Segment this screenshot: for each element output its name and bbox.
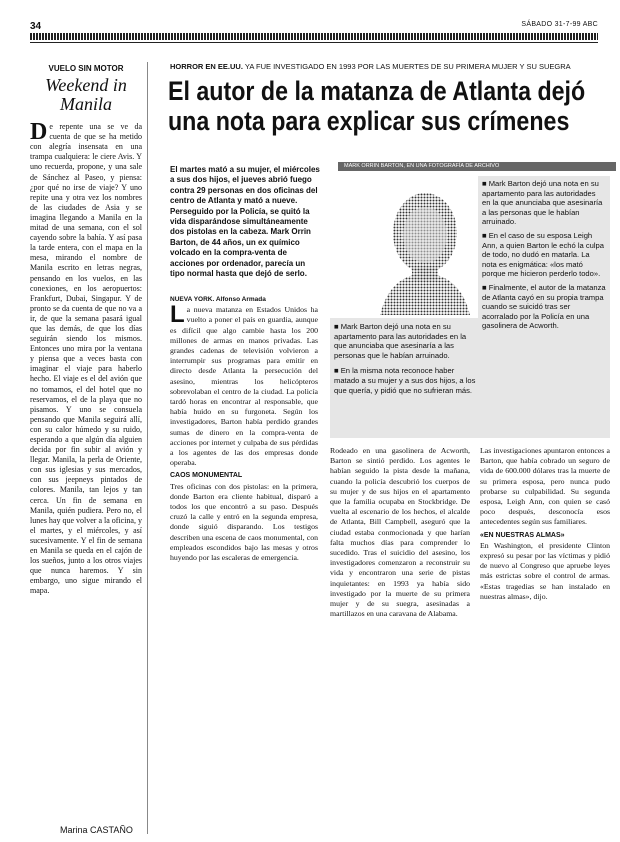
column-body bbox=[30, 119, 142, 596]
col2-text: Rodeado en una gasolinera de Acworth, Barton se sintió perdido. Los agentes le habían seguido la pista desde la mañana, cuando la policía descubrió los cuerpos de su mujer y de sus hijos en el apartamento que la familia ocupaba en Stockbridge. De vuelta al escenario de los hechos, el alcalde de Atlanta, Bill Campbell, aseguró que la ciudad estaba conmocionada y que harían falta muchos días para comprender lo sucedido. Tras el suicidio del asesino, los investigadores comenzaron a reconstruir su vida y encontraron una serie de pistas inquietantes: en 1993 ya había sido investigado por la muerte de su primera mujer y de su suegra, asesinadas a martillazos en una caravana de Alabama. bbox=[330, 446, 470, 619]
date-line: SÁBADO 31-7-99 ABC bbox=[521, 21, 598, 28]
kicker-bold: HORROR EN EE.UU. bbox=[170, 62, 243, 71]
top-rule bbox=[30, 33, 598, 40]
suspect-photo bbox=[360, 175, 490, 315]
article-headline: El autor de la matanza de Atlanta dejó una nota para explicar sus crímenes bbox=[168, 76, 586, 136]
column-title bbox=[30, 76, 142, 114]
sidebar-item: ■ En el caso de su esposa Leigh Ann, a quien Barton le echó la culpa de todo, no dudó en matarla. La nota es enigmática: «los mató porque me hicieron perderlo todo». bbox=[482, 230, 605, 279]
page-number: 34 bbox=[30, 21, 42, 32]
column-title-line1: Weekend in bbox=[45, 75, 127, 96]
col3-text-2: En Washington, el presidente Clinton expresó su pesar por las víctimas y pidió de nuevo al Congreso que apruebe leyes más estrictas sobre el control de armas. «Estas tragedias se han instalado en nuestras almas», dijo. bbox=[480, 540, 610, 601]
sidebar-item: ■ Mark Barton dejó una nota en su apartamento para las autoridades en la que anunciaba que asesinaría a las personas que le habían arruinado. bbox=[482, 179, 603, 227]
col1-text-2: Tres oficinas con dos pistolas: en la primera, donde Barton era cliente habitual, disparó a todos los que encontró a su paso. Después cruzó la calle y entró en la segunda empresa, donde siguió disparando. Los testigos describen una escena de caos monumental, con empleados escondidos bajo las mesas y otros huyendo por las escaleras de emergencia. bbox=[170, 481, 318, 563]
subhead: «EN NUESTRAS ALMAS» bbox=[480, 531, 565, 539]
inset-item: ■ En la misma nota reconoce haber matado a su mujer y a sus dos hijos, a los que quería, y pidió que no sufrieran más. bbox=[334, 366, 476, 395]
big-initial: L bbox=[170, 301, 185, 329]
top-rule-thin bbox=[30, 42, 598, 43]
dateline: NUEVA YORK. Alfonso Armada bbox=[170, 296, 266, 303]
subhead: CAOS MONUMENTAL bbox=[170, 472, 243, 480]
column-rule bbox=[147, 62, 148, 834]
column-text: e repente una se ve da cuenta de que se ha metido con alegría insensata en una trampa cualquiera: le ciere Avis. Y uno recuerda, propone, y una sale de Sánchez al Paseo, y piensa: ¿por qué no irse de viaje? Y uno repite una y otra vez los nombres de las ciudades de Asia y se imagina llegando a Manila en la mitad de una semana, con el sol cayendo sobre la bahía. Y así pasa la tarde entera, con el mapa en la mesa, mirando el nombre de Manila escrito en letras negras, pensando en los vuelos, en las conexiones, en los aeropuertos: Frankfurt, Dubai, Singapur. Y de pronto se da cuenta de que no va a ir, de que la semana pasará igual que las demás, de que los días seguirán siendo los mismos. Entonces uno mira por la ventana y piensa que a veces basta con imaginar el viaje para haberlo hecho. El viaje es el del avión que no tomamos, el del hotel que no reservamos, el de la playa que no pisamos. Y uno se consuela pensando que Manila seguirá allí, con su calor húmedo y su ruido, esperando a que algún día alguien decida por fin subir al avión y llegar. Manila, la perla de Oriente, con sus iglesias y sus mercados, con sus jeepneys pintados de colores. Manila, tan lejos y tan cerca. Un fin de semana en Manila, quién pudiera. Pero no, el lunes hay que volver a la oficina, y el martes, y el miércoles, y así sucesivamente. Y el fin de semana en Manila se queda en el cajón de los sueños, junto a los otros viajes que nunca haremos. Y sin embargo, uno sigue mirando el mapa. bbox=[30, 122, 142, 596]
sidebar-box bbox=[478, 176, 610, 438]
col3-text: Las investigaciones apuntaron entonces a Barton, que había cobrado un seguro de vida de 600.000 dólares tras la muerte de su primera esposa, pero nunca pudo probarse su culpabilidad. Su segunda esposa, Leigh Ann, con quien se casó poco después, desconocía esos antecedentes según sus familiares. bbox=[480, 446, 610, 527]
article-column-1 bbox=[170, 295, 318, 835]
dropcap: D bbox=[30, 119, 48, 146]
inset-box bbox=[330, 318, 480, 438]
article-lead: El martes mató a su mujer, el miércoles a sus dos hijos, el jueves abrió fuego contra 29 personas en dos oficinas del centro de Atlanta y mató a nueve. Perseguido por la Policía, se quitó la vida disparándose simultáneamente dos pistolas en la cabeza. Mark Orrin Barton, de 44 años, un ex químico volcado en la compra-venta de acciones por ordenador, parecía un tipo normal hasta que dejó de serlo. bbox=[170, 165, 320, 279]
column-byline: Marina CASTAÑO bbox=[60, 825, 133, 835]
sidebar-item: ■ Finalmente, el autor de la matanza de Atlanta cayó en su propia trampa cuando se suicidó tras ser acorralado por la Policía en una gasolinera de Acworth. bbox=[482, 282, 606, 331]
col1-text: a nueva matanza en Estados Unidos ha vuelto a poner el país en guardia, aunque es difícil que algo cambie hasta los 200 millones de armas en manos privadas. Las grandes cadenas de televisión volvieron a interrumpir sus programas para emitir en directo desde Atlanta la persecución del asesino, mientras los helicópteros sobrevolaban el centro de la ciudad. La policía tardó horas en encontrar al responsable, que había huido en su furgoneta. Según los investigadores, Barton había perdido grandes sumas de dinero en la compra-venta de acciones por internet y culpaba de sus pérdidas a los agentes de las dos empresas donde operaba. bbox=[170, 305, 318, 468]
photo-caption-bar: MARK ORRIN BARTON, EN UNA FOTOGRAFÍA DE ARCHIVO bbox=[338, 162, 616, 171]
article-column-3 bbox=[480, 446, 610, 836]
left-column bbox=[30, 64, 142, 834]
article-kicker bbox=[170, 62, 571, 71]
kicker-rest: YA FUE INVESTIGADO EN 1993 POR LAS MUERTES DE SU PRIMERA MUJER Y SU SUEGRA bbox=[242, 62, 571, 71]
column-section-label: VUELO SIN MOTOR bbox=[48, 64, 124, 73]
column-title-line2: Manila bbox=[60, 94, 112, 115]
article-column-2 bbox=[330, 446, 470, 836]
inset-item: ■ Mark Barton dejó una nota en su apartamento para las autoridades en la que anunciaba que asesinaría a las personas que le habían arruinado. bbox=[334, 322, 467, 360]
